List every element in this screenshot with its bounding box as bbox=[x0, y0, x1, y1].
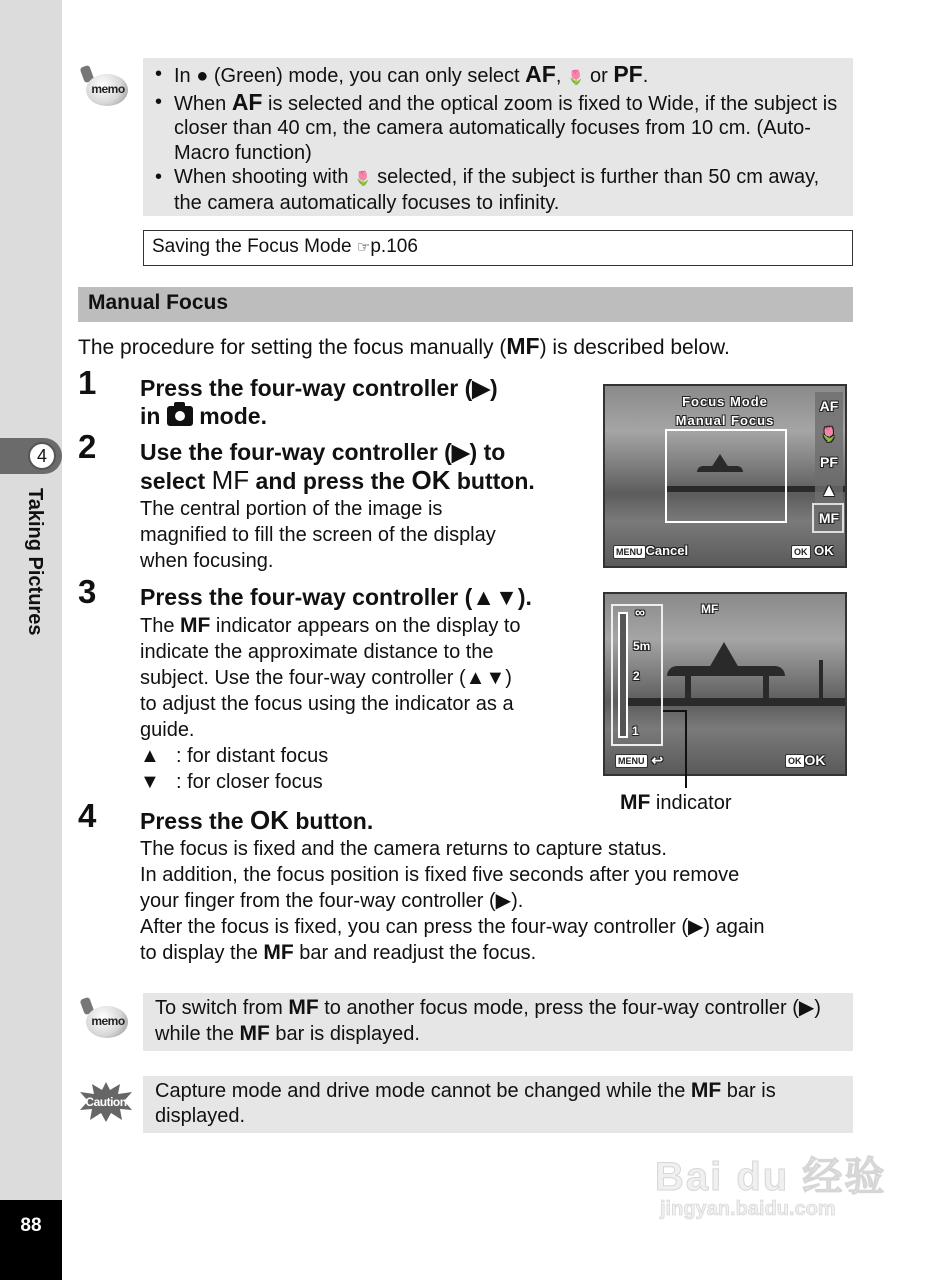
step-number: 4 bbox=[78, 797, 97, 834]
page-number-block bbox=[0, 1200, 62, 1280]
step-1-title: Press the four-way controller (▶) in mode. bbox=[140, 375, 498, 429]
up-arrow-icon: ▲ bbox=[140, 745, 160, 767]
intro-paragraph: The procedure for setting the focus manually (MF) is described below. bbox=[78, 333, 730, 359]
camera-screen-mf-indicator bbox=[603, 592, 847, 776]
af-mode-option[interactable]: AF bbox=[819, 398, 839, 414]
cancel-button[interactable]: MENU Cancel bbox=[613, 543, 688, 559]
scale-infinity: ∞ bbox=[635, 604, 645, 620]
mf-label: MF bbox=[701, 602, 719, 616]
mf-indicator-callout: MF indicator bbox=[620, 791, 732, 814]
memo-item: • When AF is selected and the optical zoom is fixed to Wide, if the subject is closer than 40 cm, the camera automatically focuses from 10 cm. (Auto-Macro function) bbox=[155, 90, 841, 166]
step-number: 1 bbox=[78, 364, 97, 401]
section-title: Manual Focus bbox=[78, 287, 853, 322]
camera-screen-focus-mode bbox=[603, 384, 847, 568]
step-4-body: The focus is fixed and the camera returns to capture status. In addition, the focus position is fixed five seconds after you remove your finger from the four-way controller (▶). After the focus is fixed, you can press the four-way controller (▶) again to display the MF bar and readjust the focus. bbox=[140, 838, 765, 964]
ok-button[interactable]: OK OK bbox=[791, 543, 834, 559]
pointing-hand-icon: ☞ bbox=[356, 239, 371, 256]
callout-line bbox=[685, 710, 687, 788]
magnify-frame bbox=[665, 429, 787, 523]
step-number: 3 bbox=[78, 573, 97, 610]
down-arrow-icon: ▼ bbox=[140, 771, 160, 793]
ok-button[interactable]: OK OK bbox=[785, 752, 826, 768]
memo-box-top bbox=[143, 58, 853, 216]
back-arrow-icon: ↩ bbox=[651, 752, 664, 768]
memo-icon: memo bbox=[80, 998, 130, 1040]
mf-mode-option[interactable]: MF bbox=[818, 510, 840, 526]
macro-flower-icon: 🌷 bbox=[566, 69, 585, 85]
memo-item: • In ● (Green) mode, you can only select AF, 🌷 or PF. bbox=[155, 62, 841, 90]
reference-link-box[interactable]: Saving the Focus Mode ☞p.106 bbox=[143, 230, 853, 266]
pf-mode-option[interactable]: PF bbox=[820, 454, 838, 470]
macro-mode-option[interactable]: 🌷 bbox=[820, 426, 838, 442]
green-mode-icon: ● bbox=[196, 65, 209, 87]
chapter-number: 4 bbox=[28, 442, 56, 470]
memo-icon: memo bbox=[80, 66, 130, 108]
key-item: ▼ : for closer focus bbox=[140, 771, 323, 793]
screen-subtitle: Manual Focus bbox=[675, 413, 775, 428]
key-item: ▲ : for distant focus bbox=[140, 745, 329, 767]
step-4-title: Press the OK button. bbox=[140, 805, 374, 835]
scale-1m: 1 bbox=[632, 724, 639, 738]
step-2-title: Use the four-way controller (▶) to select MF and press the OK button. bbox=[140, 439, 535, 495]
scale-5m: 5m bbox=[633, 639, 651, 653]
step-2-body: The central portion of the image is magnified to fill the screen of the display when focusing. bbox=[140, 498, 496, 572]
caution-box: Capture mode and drive mode cannot be changed while the MF bar is displayed. bbox=[143, 1076, 853, 1133]
macro-flower-icon: 🌷 bbox=[354, 170, 372, 187]
chapter-title: Taking Pictures bbox=[24, 488, 46, 636]
scale-2m: 2 bbox=[633, 669, 640, 683]
infinity-mode-option[interactable]: ▲ bbox=[820, 480, 838, 500]
callout-line bbox=[663, 710, 686, 712]
memo-item: • When shooting with 🌷 selected, if the subject is further than 50 cm away, the camera automatically focuses to infinity. bbox=[155, 165, 841, 215]
caution-icon: Caution bbox=[80, 1082, 132, 1122]
page-number: 88 bbox=[20, 1215, 42, 1236]
step-3-title: Press the four-way controller (▲▼). bbox=[140, 584, 532, 610]
screen-title: Focus Mode bbox=[682, 394, 768, 409]
memo-box-bottom: To switch from MF to another focus mode, press the four-way controller (▶) while the MF bar is displayed. bbox=[143, 993, 853, 1051]
baidu-watermark: Bai du 经验 jingyan.baidu.com bbox=[655, 1155, 887, 1220]
mf-distance-bar[interactable] bbox=[618, 612, 628, 738]
reference-page[interactable]: p.106 bbox=[370, 236, 418, 257]
back-button[interactable]: MENU ↩ bbox=[615, 752, 663, 769]
step-number: 2 bbox=[78, 428, 97, 465]
camera-icon bbox=[167, 406, 193, 426]
step-3-body: The MF indicator appears on the display to indicate the approximate distance to the subject. Use the four-way controller (▲▼) to adjust the focus using the indicator as a guide. ▲ : for distant focus ▼ : for closer focus bbox=[140, 614, 521, 793]
